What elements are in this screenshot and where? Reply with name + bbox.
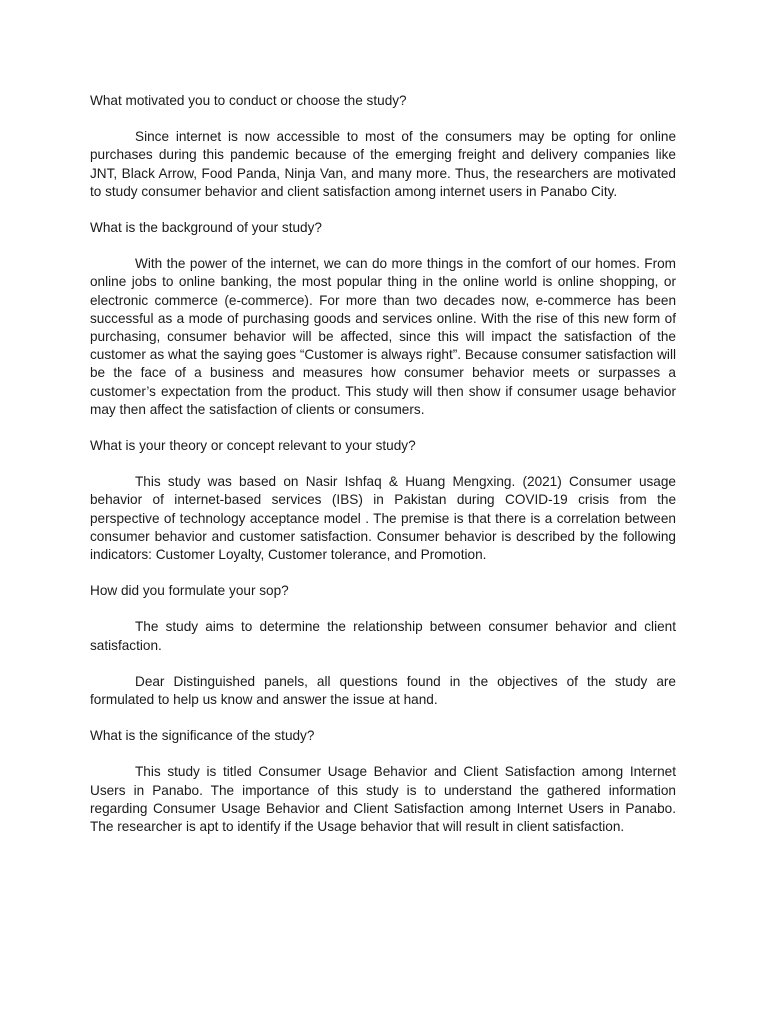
answer-paragraph: This study was based on Nasir Ishfaq & Huang Mengxing. (2021) Consumer usage behavior of internet-based services (IBS) in Pakistan during COVID-19 crisis from the perspective of technology acceptance model . The premise is that there is a correlation between consumer behavior and customer satisfaction. Consumer behavior is described by the following indicators: Customer Loyalty, Customer tolerance, and Promotion. xyxy=(90,474,676,563)
answer-paragraph: Since internet is now accessible to most of the consumers may be opting for online purchases during this pandemic because of the emerging freight and delivery companies like JNT, Black Arrow, Food Panda, Ninja Van, and many more. Thus, the researchers are motivated to study consumer behavior and client satisfaction among internet users in Panabo City. xyxy=(90,129,676,199)
section-sop xyxy=(90,582,676,709)
question-heading: What is the background of your study? xyxy=(90,220,322,236)
answer-paragraph: This study is titled Consumer Usage Behavior and Client Satisfaction among Internet Users in Panabo. The importance of this study is to understand the gathered information regarding Consumer Usage Behavior and Client Satisfaction among Internet Users in Panabo. The researcher is apt to identify if the Usage behavior that will result in client satisfaction. xyxy=(90,764,676,835)
section-significance xyxy=(90,727,676,836)
answer-paragraph: With the power of the internet, we can do more things in the comfort of our homes. From online jobs to online banking, the most popular thing in the online world is online shopping, or electronic commerce (e-commerce). For more than two decades now, e-commerce has been successful as a mode of purchasing goods and services online. With the rise of this new form of purchasing, consumer behavior will be affected, since this will impact the satisfaction of the customer as what the saying goes “Customer is always right”. Because consumer satisfaction will be the face of a business and measures how consumer behavior meets or surpasses a customer’s expectation from the product. This study will then show if consumer usage behavior may then affect the satisfaction of clients or consumers. xyxy=(90,256,676,417)
answer-paragraph: Dear Distinguished panels, all questions found in the objectives of the study are formulated to help us know and answer the issue at hand. xyxy=(90,673,676,708)
question-heading: What is the significance of the study? xyxy=(90,728,315,744)
answer-paragraph: The study aims to determine the relationship between consumer behavior and client satisfaction. xyxy=(90,619,676,653)
section-background xyxy=(90,219,676,419)
question-heading: What motivated you to conduct or choose the study? xyxy=(90,93,407,108)
question-heading: What is your theory or concept relevant to your study? xyxy=(90,438,416,454)
document-page xyxy=(90,92,676,836)
section-theory xyxy=(90,437,676,564)
section-motivation xyxy=(90,92,676,201)
question-heading: How did you formulate your sop? xyxy=(90,583,289,599)
